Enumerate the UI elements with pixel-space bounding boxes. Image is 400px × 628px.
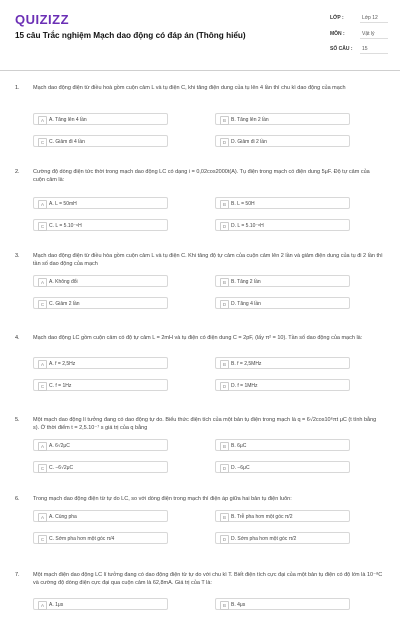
option-text: C. −6√2μC	[49, 464, 74, 471]
option-letter: B	[220, 601, 229, 610]
option-text: C. Giảm đi 4 lần	[49, 138, 85, 145]
option-letter: A	[38, 278, 47, 287]
option-b[interactable]	[215, 197, 350, 209]
question-number: 7.	[15, 572, 20, 578]
question-number: 1.	[15, 85, 20, 91]
question-7	[0, 568, 400, 628]
option-text: C. f = 1Hz	[49, 382, 72, 389]
option-text: A. f = 2,5Hz	[49, 360, 76, 367]
option-text: A. 1μs	[49, 601, 64, 608]
option-a[interactable]	[33, 439, 168, 451]
option-letter: D	[220, 300, 229, 309]
option-text: A. Cùng pha	[49, 513, 77, 520]
option-a[interactable]	[33, 113, 168, 125]
option-letter: D	[220, 138, 229, 147]
question-text: Một mạch dao động lí tưởng đang có dao động tự do. Biểu thức điện tích của một bản tụ điện trong mạch là q = 6√2cos10⁶πt μC (t tính bằng s). Ở thời điểm t = 2,5.10⁻⁷ s giá trị của q bằng	[33, 417, 377, 431]
question-number: 3.	[15, 253, 20, 259]
option-text: C. L = 5.10⁻⁶H	[49, 222, 82, 229]
option-letter: D	[220, 535, 229, 544]
option-text: B. Tăng lên 2 lần	[231, 116, 269, 123]
option-text: C. Giảm 2 lần	[49, 300, 80, 307]
question-6	[0, 492, 400, 564]
option-text: C. Sớm pha hơn một góc π/4	[49, 535, 115, 542]
meta-count-label: SỐ CÂU :	[330, 46, 353, 52]
question-list	[0, 77, 400, 628]
option-letter: A	[38, 513, 47, 522]
question-2	[0, 165, 400, 245]
option-c[interactable]	[33, 297, 168, 309]
option-letter: C	[38, 464, 47, 473]
question-1	[0, 81, 400, 161]
option-c[interactable]	[33, 219, 168, 231]
question-text: Một mạch điện dao động LC lí tưởng đang có dao động điện từ tự do với chu kì T. Biết điện tích cực đại của một bản tụ điện có độ lớn là 10⁻⁸C và cường độ dòng điện cực đại qua cuộn cảm là 62,8mA. Giá trị của T là:	[33, 572, 383, 586]
option-text: B. Tăng 2 lần	[231, 278, 261, 285]
option-text: B. 4μs	[231, 601, 246, 608]
divider	[360, 22, 388, 23]
option-text: A. Tăng lên 4 lần	[49, 116, 87, 123]
question-3	[0, 249, 400, 327]
divider	[360, 53, 388, 54]
option-c[interactable]	[33, 135, 168, 147]
option-b[interactable]	[215, 357, 350, 369]
option-letter: C	[38, 300, 47, 309]
option-text: A. L = 50mH	[49, 200, 77, 207]
option-text: A. Không đổi	[49, 278, 78, 285]
option-letter: B	[220, 360, 229, 369]
question-4	[0, 331, 400, 409]
option-text: B. f = 2,5MHz	[231, 360, 262, 367]
option-letter: D	[220, 464, 229, 473]
worksheet-header	[0, 0, 400, 71]
question-5	[0, 413, 400, 488]
option-text: A. 6√2μC	[49, 442, 70, 449]
divider	[360, 38, 388, 39]
option-letter: D	[220, 382, 229, 391]
worksheet-title: 15 câu Trắc nghiệm Mạch dao động có đáp án (Thông hiểu)	[15, 31, 246, 40]
question-text: Mạch dao động điện từ điều hòa gồm cuộn cảm L và tụ điện C. Khi tăng độ tự cảm của cuộn cảm lên 2 lần và giảm điện dung của tụ đi 2 lần thì tần số dao động của mạch	[33, 253, 383, 267]
question-number: 5.	[15, 417, 20, 423]
option-letter: A	[38, 200, 47, 209]
option-b[interactable]	[215, 510, 350, 522]
option-text: D. −6μC	[231, 464, 250, 471]
meta-grade-value: Lớp 12	[362, 15, 378, 21]
meta-grade-label: LỚP :	[330, 15, 344, 21]
option-letter: C	[38, 138, 47, 147]
option-text: B. Trễ pha hơn một góc π/2	[231, 513, 293, 520]
option-letter: B	[220, 513, 229, 522]
option-letter: B	[220, 116, 229, 125]
option-a[interactable]	[33, 510, 168, 522]
option-b[interactable]	[215, 275, 350, 287]
option-text: D. Giảm đi 2 lần	[231, 138, 267, 145]
option-letter: A	[38, 601, 47, 610]
option-letter: C	[38, 222, 47, 231]
option-d[interactable]	[215, 461, 350, 473]
option-text: B. 6μC	[231, 442, 247, 449]
option-letter: D	[220, 222, 229, 231]
option-c[interactable]	[33, 532, 168, 544]
question-text: Cường độ dòng điện tức thời trong mạch dao động LC có dạng i = 0,02cos2000t(A). Tụ điện trong mạch có điện dung 5μF. Độ tự cảm của cuộn cảm là:	[33, 169, 370, 183]
question-text: Mạch dao động điện từ điều hoà gồm cuộn cảm L và tụ điện C, khi tăng điện dung của tụ lên 4 lần thì chu kì dao động của mạch	[33, 85, 346, 91]
question-number: 4.	[15, 335, 20, 341]
meta-subject-value: Vật lý	[362, 31, 375, 37]
option-letter: B	[220, 442, 229, 451]
option-text: D. Tăng 4 lần	[231, 300, 261, 307]
option-d[interactable]	[215, 379, 350, 391]
option-d[interactable]	[215, 532, 350, 544]
meta-count-value: 15	[362, 46, 368, 52]
option-c[interactable]	[33, 379, 168, 391]
option-a[interactable]	[33, 275, 168, 287]
option-a[interactable]	[33, 197, 168, 209]
option-letter: A	[38, 360, 47, 369]
option-d[interactable]	[215, 135, 350, 147]
option-text: B. L = 50H	[231, 200, 255, 207]
question-number: 6.	[15, 496, 20, 502]
option-c[interactable]	[33, 461, 168, 473]
question-text: Trong mạch dao động điện từ tự do LC, so với dòng điện trong mạch thì điện áp giữa hai bản tụ điện luôn:	[33, 496, 292, 502]
option-letter: B	[220, 278, 229, 287]
question-number: 2.	[15, 169, 20, 175]
option-text: D. L = 5.10⁻⁸H	[231, 222, 264, 229]
meta-subject-label: MÔN :	[330, 31, 345, 37]
option-a[interactable]	[33, 357, 168, 369]
option-letter: A	[38, 116, 47, 125]
option-text: D. Sớm pha hơn một góc π/2	[231, 535, 297, 542]
option-letter: C	[38, 382, 47, 391]
option-letter: C	[38, 535, 47, 544]
option-letter: A	[38, 442, 47, 451]
quizizz-logo: QUIZIZZ	[15, 12, 70, 27]
option-d[interactable]	[215, 219, 350, 231]
option-b[interactable]	[215, 439, 350, 451]
option-b[interactable]	[215, 113, 350, 125]
option-text: D. f = 1MHz	[231, 382, 258, 389]
option-d[interactable]	[215, 297, 350, 309]
option-letter: B	[220, 200, 229, 209]
question-text: Mạch dao động LC gồm cuộn cảm có độ tự cảm L = 2mH và tụ điện có điện dung C = 2pF, (lấy π² = 10). Tần số dao động của mạch là:	[33, 335, 363, 341]
